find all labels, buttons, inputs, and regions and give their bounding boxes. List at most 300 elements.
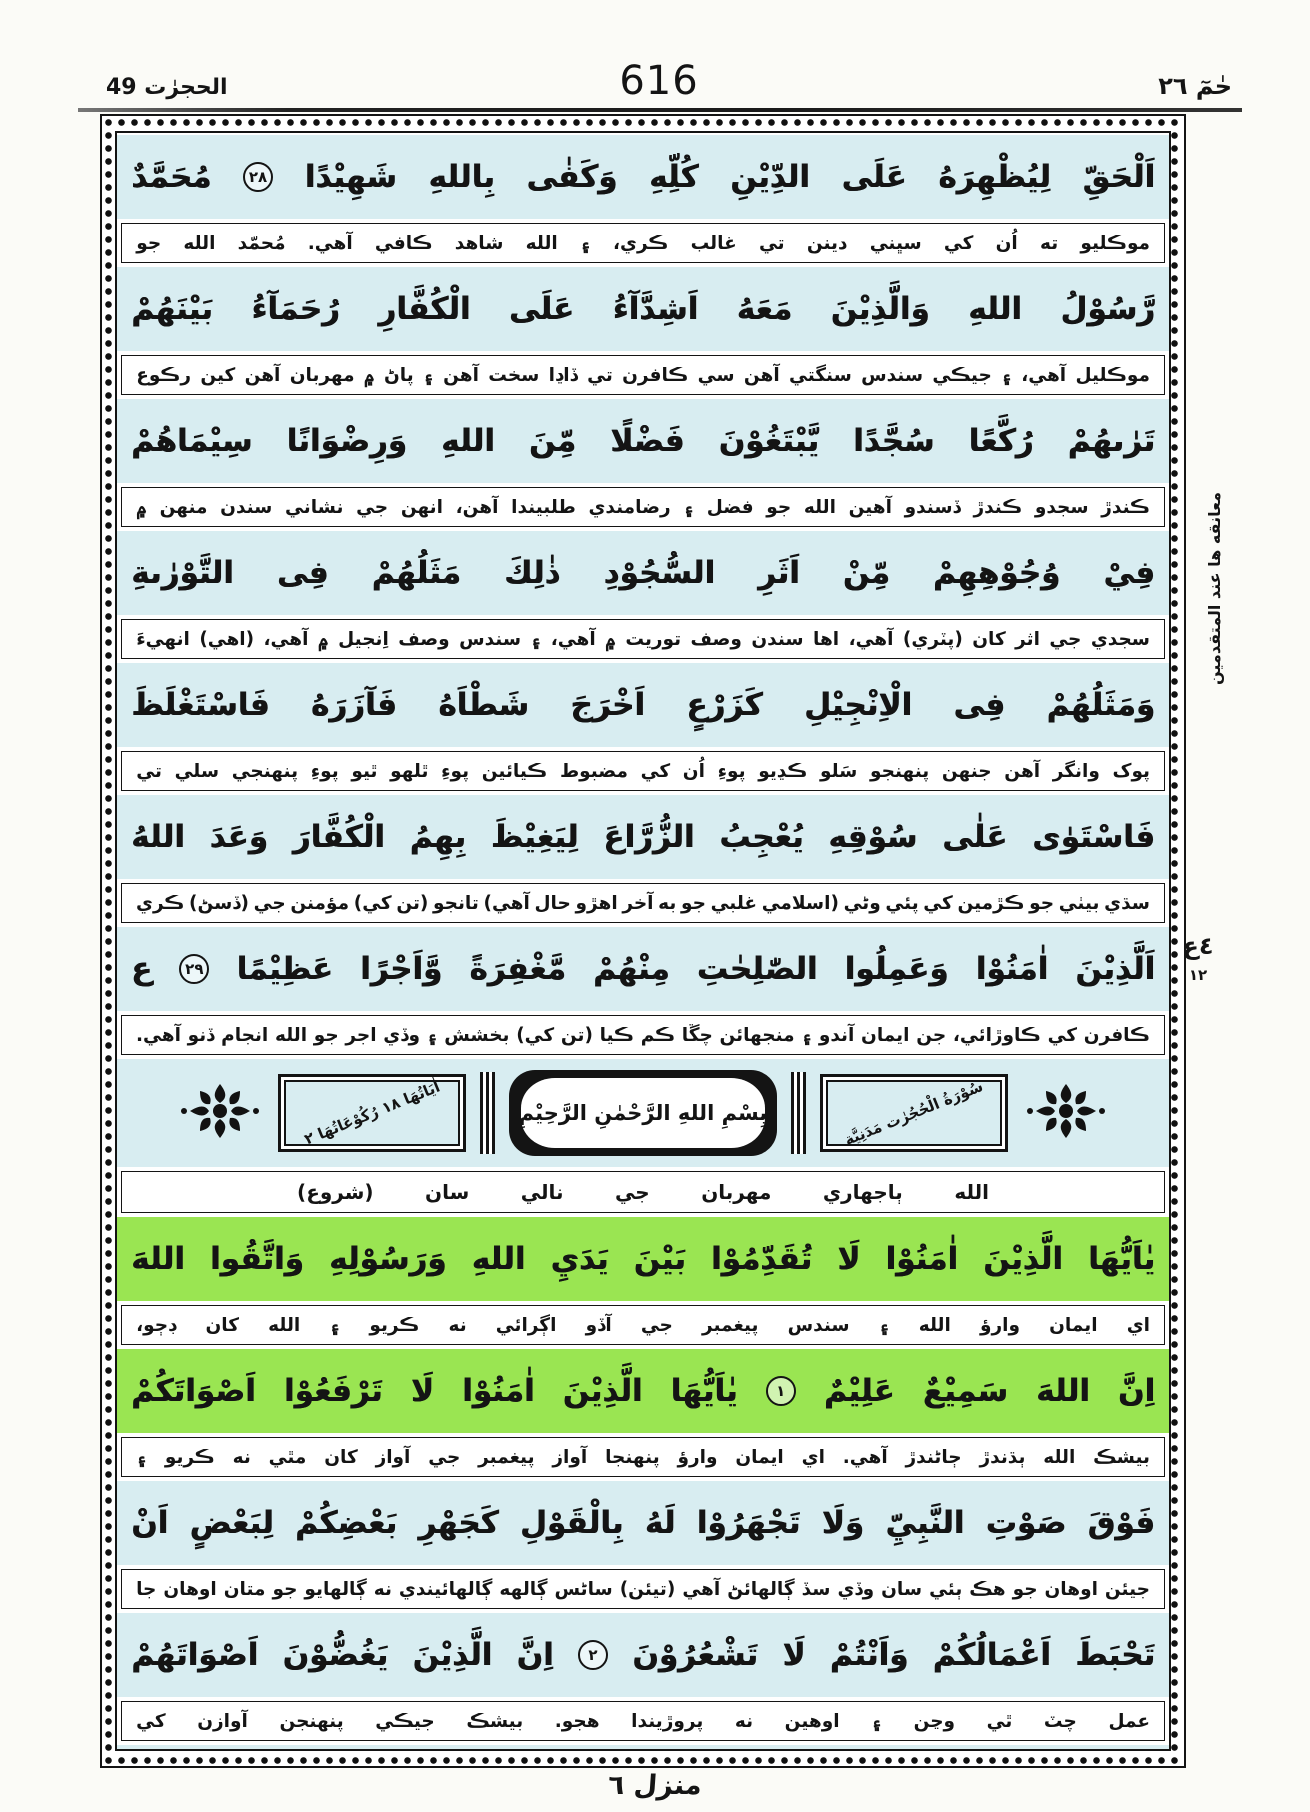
quran-arabic-verse-line (117, 661, 1169, 749)
word: آڏو (585, 1314, 612, 1336)
header-divider-rule (78, 108, 1242, 112)
word: بيشڪ (466, 1710, 524, 1732)
word: اَخْرَجَ (570, 687, 645, 723)
word: وانگر (1052, 760, 1100, 782)
sindhi-translation-line (117, 1567, 1169, 1611)
word: وَاتَّقُوا (209, 1241, 304, 1277)
word: اوهان (1044, 1578, 1098, 1600)
word: ۽ (329, 1314, 341, 1336)
word: اَنْ (131, 1505, 169, 1541)
word: وارؤ (677, 1446, 718, 1468)
word: وَلَا (821, 1505, 864, 1541)
word: ڪڙمين (957, 892, 1025, 914)
word: يٰاَيُّهَا (1087, 1241, 1155, 1277)
word: ۽ (579, 232, 591, 254)
quran-arabic-verse-line (117, 925, 1169, 1013)
quran-arabic-verse-line (117, 265, 1169, 353)
word: (شروع) (297, 1180, 374, 1204)
word: جو (681, 892, 706, 914)
word: آهن (443, 364, 479, 386)
word: وصف (690, 628, 742, 650)
manzil-marker: منزل ٦ (606, 1770, 704, 1801)
word: الْاِنْجِيْلِ (803, 687, 912, 723)
word: نشاني (285, 496, 344, 518)
word: آهي، (263, 628, 309, 650)
word: وَكَفٰى (526, 159, 618, 195)
word: يٰاَيُّهَا (670, 1373, 738, 1409)
word: نه (734, 1710, 754, 1732)
word: پيغمبر (702, 1314, 759, 1336)
word: ۽ (136, 1446, 148, 1468)
word: سنگتي (788, 364, 852, 386)
word: بَيْنَهُمْ (131, 291, 213, 327)
word: ٻاجهاري (822, 1180, 903, 1204)
word: سُوْقِهِ (828, 819, 918, 855)
word: ۾ (136, 496, 147, 518)
word: مُحمّد (237, 232, 286, 254)
ruku-marker-count: ١٢ (1188, 966, 1208, 984)
floral-ornament-icon (1022, 1078, 1110, 1148)
word: اُن (682, 760, 705, 782)
word: اللهِ (471, 1241, 526, 1277)
word: پوءِ (717, 760, 746, 782)
word: منهن (159, 496, 208, 518)
word: موڪليو (1080, 232, 1150, 254)
word: وڏي (837, 1578, 875, 1600)
word: ڳالهه (499, 1578, 548, 1600)
word: ۽ (871, 1710, 882, 1732)
word: سندس (787, 1314, 850, 1336)
floral-ornament-icon (176, 1078, 264, 1148)
word: الَّذِيْنَ (562, 1373, 643, 1409)
word: متان (223, 1578, 266, 1600)
word: اَصْوَاتَهُمْ (131, 1637, 259, 1673)
word: اَثَرِ (758, 555, 800, 591)
word: تُقَدِّمُوْا (710, 1241, 813, 1277)
word: انهيءَ (136, 628, 190, 650)
word: سندن (220, 496, 273, 518)
word: لِبَعْضٍ (189, 1505, 274, 1541)
word: اي (801, 1446, 825, 1468)
sindhi-translation-line (117, 881, 1169, 925)
word: آهي. (136, 1024, 181, 1046)
word: سي (697, 364, 735, 386)
word: فَاسْتَغْلَظَ (131, 687, 270, 723)
word: ڪندڙ (973, 496, 1023, 518)
word: مَعَهُ (736, 291, 793, 327)
word: سَلو (820, 760, 858, 782)
word: ڪريو (369, 1314, 420, 1336)
word: وڃن (913, 1710, 956, 1732)
word: (ڏسڻ) (188, 892, 249, 914)
word: (پٽري) (902, 628, 963, 650)
word: ايمان (861, 1024, 910, 1046)
word: وڏي (383, 1024, 420, 1046)
word: سَمِيْعٌ (922, 1373, 1008, 1409)
word: ڏسندو (904, 496, 961, 518)
word: کي) (353, 892, 392, 914)
word: فَآزَرَهُ (310, 687, 397, 723)
word: سان (881, 1578, 923, 1600)
quran-arabic-verse-line-highlighted (117, 1347, 1169, 1435)
word: جيڪي (375, 1710, 435, 1732)
word: اللهِ (968, 291, 1022, 327)
word: رَّسُوْلُ (1060, 291, 1155, 327)
page-number: 616 (619, 58, 699, 104)
word: سندن (751, 628, 804, 650)
word: کي (136, 1710, 166, 1732)
word: يَدَيِ (550, 1241, 609, 1277)
word: پنهنجا (605, 1446, 660, 1468)
word: سخت (488, 364, 540, 386)
word: ۽ (530, 628, 542, 650)
word: لَا (782, 1637, 806, 1673)
word: نه (232, 1446, 251, 1468)
word: ع (131, 951, 153, 987)
word: اڳرائي (495, 1314, 557, 1336)
ruku-marker-ain: ٤ع (1182, 932, 1214, 960)
word: عَلَى (508, 291, 575, 327)
word: الله (183, 232, 216, 254)
word: پوءِ (310, 760, 339, 782)
word: مهربان (701, 1180, 772, 1204)
word: (تن (560, 1024, 593, 1046)
sindhi-translation-line (117, 221, 1169, 265)
word: ۾ (317, 628, 329, 650)
word: سِيْمَاهُمْ (131, 423, 253, 459)
sindhi-translation-line (117, 353, 1169, 397)
word: الزُّرَّاعَ (603, 819, 695, 855)
word: بِهِمُ (409, 819, 466, 855)
word: تَجْهَرُوْا (696, 1505, 801, 1541)
word: فَوْقَ (1087, 1505, 1155, 1541)
word: بِاللهِ (428, 159, 495, 195)
quran-arabic-verse-line (117, 133, 1169, 221)
word: تَرٰىهُمْ (1067, 423, 1155, 459)
sindhi-translation-line (117, 749, 1169, 793)
word: وَعَدَ (209, 819, 268, 855)
word: ڪيا (599, 1024, 634, 1046)
word: ٿي (986, 1710, 1013, 1732)
word: توريت (625, 628, 682, 650)
word: تي (587, 364, 613, 386)
word: آهن (244, 364, 281, 386)
quran-arabic-verse-line (117, 397, 1169, 485)
word: النَّبِيِّ (885, 1505, 965, 1541)
word: ۽ (801, 1024, 813, 1046)
word: وَالَّذِيْنَ (830, 291, 930, 327)
word: وَرَسُوْلِهِ (328, 1241, 447, 1277)
word: کين (200, 364, 236, 386)
word: الَّذِيْنَ (412, 1637, 493, 1673)
word: ڄاڻندڙ (905, 1446, 962, 1468)
page-footer (0, 1770, 1310, 1801)
word: وُجُوْهِهِمْ (932, 555, 1061, 591)
word: اٰمَنُوْا (461, 1373, 535, 1409)
word: ۽ (683, 496, 695, 518)
word: الصّٰلِحٰتِ (696, 951, 818, 987)
word: سلي (174, 760, 220, 782)
word: آهين (848, 496, 892, 518)
word: به (658, 892, 677, 914)
word: جي (428, 1446, 461, 1468)
word: الله (274, 1024, 308, 1046)
word: ته (1039, 232, 1059, 254)
word: سجدو (1034, 496, 1089, 518)
word: اَلْحَقِّ (1082, 159, 1155, 195)
ayah-number-badge: ٢٨ (243, 162, 273, 192)
word: ڪري (136, 892, 185, 914)
word: ڪافي (374, 232, 433, 254)
word: الْكُفَّارَ (292, 819, 385, 855)
word: بيٺي (1058, 892, 1100, 914)
word: اَعْمَالُكُمْ (932, 1637, 1051, 1673)
word: وَرِضْوَانًا (286, 423, 407, 459)
word: مِنْهُمْ (593, 951, 670, 987)
word: مهربان (289, 364, 355, 386)
word: اوهان (163, 1578, 217, 1600)
word: فِيْ (1103, 555, 1155, 591)
word: چٽ (1043, 1710, 1077, 1732)
word: عَظِيْمًا (236, 951, 333, 987)
word: وَاَنْتُمْ (829, 1637, 909, 1673)
word: سڌي (1104, 892, 1150, 914)
triple-line-separator (480, 1072, 495, 1154)
word: جا (136, 1578, 157, 1600)
word: مَّغْفِرَةً (469, 951, 566, 987)
word: ڪافرن (1083, 1024, 1150, 1046)
word: جو (313, 1024, 339, 1046)
word: وارؤ (979, 1314, 1020, 1336)
word: عَلَى (841, 159, 907, 195)
word: پوءِ (441, 760, 470, 782)
word: آهي. (307, 232, 353, 254)
word: شاهد (454, 232, 504, 254)
word: رُكَّعًا (968, 423, 1034, 459)
word: مُحَمَّدٌ (131, 159, 212, 195)
word: پوک (1112, 760, 1150, 782)
word: وَمَثَلُهُمْ (1046, 687, 1155, 723)
word: اَشِدَّآءُ (612, 291, 699, 327)
word: تَشْعُرُوْنَ (632, 1637, 758, 1673)
word: تي (758, 232, 785, 254)
word: آواز (552, 1446, 588, 1468)
word: تَرْفَعُوْا (283, 1373, 383, 1409)
word: آهي. (842, 1446, 888, 1468)
word: سجدي (1090, 628, 1150, 650)
word: آهي، (848, 628, 894, 650)
sindhi-translation-line (117, 1303, 1169, 1347)
word: مِّنَ (528, 423, 576, 459)
word: مِّنْ (842, 555, 890, 591)
word: جو (136, 232, 162, 254)
word: اها (813, 628, 840, 650)
word: سڀني (869, 232, 922, 254)
word: اَلَّذِيْنَ (1075, 951, 1155, 987)
ruku-marker (1178, 932, 1218, 984)
word: اِنَّ (1117, 1373, 1155, 1409)
word: فِى (276, 555, 329, 591)
word: رُحَمَآءُ (251, 291, 340, 327)
word: کي) (516, 1024, 555, 1046)
word: جي (640, 1314, 673, 1336)
word: ڏنو (187, 1024, 215, 1046)
word: کي (640, 760, 671, 782)
word: پروڙيندا (631, 1710, 704, 1732)
word: ٿلهو (390, 760, 429, 782)
word: يَّبْتَغُوْنَ (718, 423, 819, 459)
word: کي (1047, 1024, 1078, 1046)
word: آهن، (455, 496, 499, 518)
word: بخشش (444, 1024, 510, 1046)
word: (اهي) (199, 628, 255, 650)
word: التَّوْرٰىةِ (131, 555, 234, 591)
word: اَصْوَاتَكُمْ (131, 1373, 256, 1409)
word: رضامندي (588, 496, 671, 518)
word: تَحْبَطَ (1075, 1637, 1155, 1673)
word: کان (972, 628, 1006, 650)
word: کان (205, 1314, 240, 1336)
quran-arabic-verse-line (117, 1479, 1169, 1567)
word: السُّجُوْدِ (603, 555, 715, 591)
word: الْكُفَّارِ (378, 291, 471, 327)
word: شَطْاَهُ (438, 687, 529, 723)
word: بَيْنَ (633, 1241, 686, 1277)
word: بَعْضِكُمْ (294, 1505, 398, 1541)
word: يُعْجِبُ (719, 819, 804, 855)
word: اِنَّ (516, 1637, 554, 1673)
word: ڪري، (613, 232, 669, 254)
word: الله (268, 1314, 301, 1336)
ayah-number-badge: ٢٩ (179, 954, 209, 984)
word: جو (766, 496, 792, 518)
word: الله (918, 1314, 951, 1336)
word: تانجو (433, 892, 479, 914)
word: پاڻ (384, 364, 414, 386)
decorative-chain-border-frame (100, 114, 1186, 1768)
word: آخر (622, 892, 654, 914)
word: پنهنجو (870, 760, 930, 782)
word: آهي (682, 1578, 721, 1600)
word: ٻئي (929, 1578, 963, 1600)
word: اللهَ (131, 1241, 185, 1277)
word: منجهائن (719, 1024, 795, 1046)
word: انهن (400, 496, 443, 518)
word: اللهُ (131, 819, 185, 855)
word: لَا (410, 1373, 434, 1409)
quran-arabic-verse-line-highlighted (117, 1215, 1169, 1303)
word: جيڪي (932, 364, 992, 386)
word: ۾ (363, 364, 375, 386)
quran-arabic-verse-line (117, 529, 1169, 617)
surah-header-band (117, 1057, 1169, 1169)
word: ۽ (422, 364, 434, 386)
word: اوهين (784, 1710, 840, 1732)
word: جن (916, 1024, 947, 1046)
word: الله (803, 496, 836, 518)
word: مؤمنن (290, 892, 350, 914)
word: آهن (1004, 760, 1041, 782)
word: لَا (837, 1241, 861, 1277)
word: شَهِيْدًا (304, 159, 397, 195)
word: عمل (1108, 1710, 1150, 1732)
word: غلبي (710, 892, 758, 914)
word: آهي، (550, 628, 596, 650)
sindhi-translation-line (117, 1699, 1169, 1743)
quran-arabic-verse-line (117, 1611, 1169, 1699)
ayah-number-badge: ٢ (578, 1640, 608, 1670)
word: طلبيندا (511, 496, 576, 518)
word: دينن (806, 232, 848, 254)
word: صَوْتِ (985, 1505, 1067, 1541)
word: ۽ (426, 1024, 438, 1046)
word: نالي (520, 1180, 564, 1204)
word: (اسلامي (761, 892, 839, 914)
word: موڪليل (1075, 364, 1150, 386)
word: ڪندڙ (1101, 496, 1150, 518)
word: فضل (706, 496, 754, 518)
word: سڏ (801, 1578, 831, 1600)
word: اثر (1015, 628, 1040, 650)
word: وصف (398, 628, 450, 650)
margin-note-vertical: معانقه ها عند المتقدمين (1205, 492, 1224, 686)
word: پيغمبر (478, 1446, 535, 1468)
word: ٻڌندڙ (979, 1446, 1026, 1468)
juz-marker: حٰمٓ ٢٦ (1158, 72, 1232, 100)
word: بيشڪ (1093, 1446, 1150, 1468)
word: (تن (396, 892, 429, 914)
word: مَثَلُهُمْ (371, 555, 461, 591)
sindhi-translation-line (117, 1435, 1169, 1479)
word: ۽ (878, 1314, 890, 1336)
word: مضبوط (559, 760, 628, 782)
bismillah-text: بِسْمِ اللهِ الرَّحْمٰنِ الرَّحِيْمِ (518, 1101, 768, 1125)
word: ڳالهائڻ (727, 1578, 795, 1600)
word: ڳالهايو (304, 1578, 367, 1600)
word: آوازن (197, 1710, 248, 1732)
word: تي (136, 760, 162, 782)
word: پنهنجي (231, 760, 299, 782)
word: جي (615, 1180, 650, 1204)
sindhi-translation-line (117, 485, 1169, 529)
word: ٿيو (351, 760, 378, 782)
word: ڪيائين (481, 760, 548, 782)
word: وڻي (843, 892, 881, 914)
word: كَزَرْعٍ (686, 687, 763, 723)
word: سان (425, 1180, 470, 1204)
word: الدِّيْنِ (730, 159, 810, 195)
word: چڱا (681, 1024, 713, 1046)
word: هجو. (554, 1710, 600, 1732)
word: لِيُظْهِرَهُ (938, 159, 1051, 195)
word: وَّاَجْرًا (360, 951, 443, 987)
word: لِيَغِيْظَ (490, 819, 579, 855)
word: جو (272, 1578, 298, 1600)
word: جيئن (1104, 1578, 1150, 1600)
word: عَلِيْمٌ (823, 1373, 895, 1409)
word: جو (1012, 1578, 1038, 1600)
word: آهي) (483, 892, 530, 914)
word: عَلٰى (942, 819, 1008, 855)
word: آندو (818, 1024, 855, 1046)
surah-name-panel: سُوْرَةُ الْحُجُرٰت مَدَنِيَّة (820, 1074, 1008, 1152)
word: اُن (995, 232, 1018, 254)
word: الله (525, 232, 558, 254)
word: فَاسْتَوٰى (1032, 819, 1155, 855)
word: ڪاوڙائي، (952, 1024, 1041, 1046)
word: آهن (743, 364, 780, 386)
word: ڳالهائيندي (398, 1578, 493, 1600)
